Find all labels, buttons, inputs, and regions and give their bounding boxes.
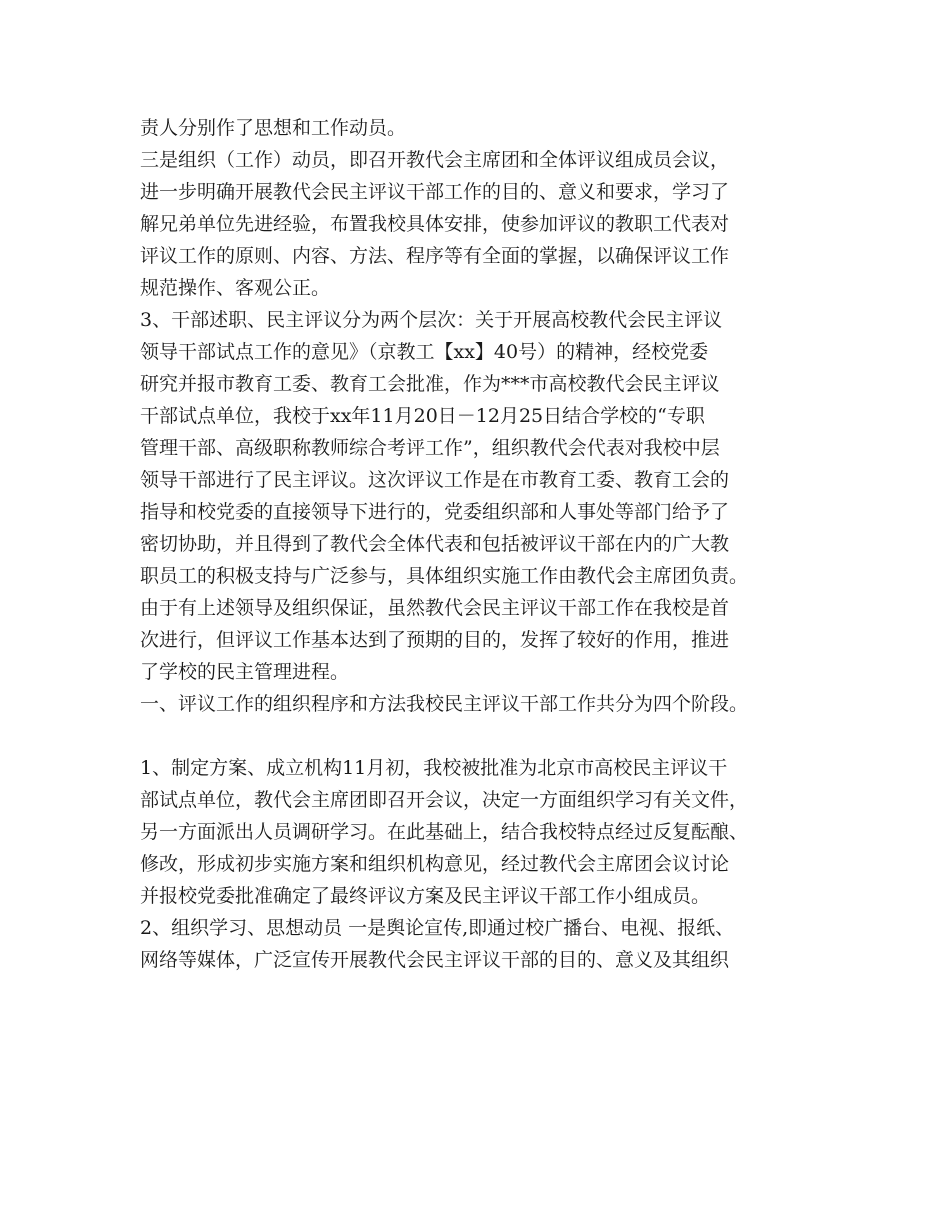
text-line: 另一方面派出人员调研学习。在此基础上，结合我校特点经过反复酝酿、	[140, 821, 749, 843]
text-line: 并报校党委批准确定了最终评议方案及民主评议干部工作小组成员。	[140, 885, 711, 907]
text-line: 领导干部进行了民主评议。这次评议工作是在市教育工委、教育工会的	[140, 469, 730, 491]
text-line: 进一步明确开展教代会民主评议干部工作的目的、意义和要求，学习了	[140, 181, 730, 203]
blank-line	[140, 720, 840, 752]
text-line: 职员工的积极支持与广泛参与，具体组织实施工作由教代会主席团负责。	[140, 565, 749, 587]
text-line: 3、干部述职、民主评议分为两个层次：关于开展高校教代会民主评议	[140, 309, 723, 331]
text-line: 密切协助，并且得到了教代会全体代表和包括被评议干部在内的广大教	[140, 533, 730, 555]
text-line: 2、组织学习、思想动员 一是舆论宣传,即通过校广播台、电视、报纸、	[140, 917, 735, 939]
text-line: 规范操作、客观公正。	[140, 277, 331, 299]
text-line: 解兄弟单位先进经验，布置我校具体安排，使参加评议的教职工代表对	[140, 213, 730, 235]
text-line: 指导和校党委的直接领导下进行的，党委组织部和人事处等部门给予了	[140, 501, 730, 523]
text-line: 网络等媒体，广泛宣传开展教代会民主评议干部的目的、意义及其组织	[140, 949, 730, 971]
text-line: 1、制定方案、成立机构11月初，我校被批准为北京市高校民主评议干	[140, 757, 728, 779]
text-line: 了学校的民主管理进程。	[140, 661, 350, 683]
text-line: 评议工作的原则、内容、方法、程序等有全面的掌握，以确保评议工作	[140, 245, 730, 267]
text-line: 研究并报市教育工委、教育工会批准，作为***市高校教代会民主评议	[140, 373, 720, 395]
document-body	[140, 112, 840, 976]
text-line: 一、评议工作的组织程序和方法我校民主评议干部工作共分为四个阶段。	[140, 693, 749, 715]
text-line: 次进行，但评议工作基本达到了预期的目的，发挥了较好的作用，推进	[140, 629, 730, 651]
text-line: 干部试点单位，我校于xx年11月20日－12月25日结合学校的“专职	[140, 405, 705, 427]
text-line: 责人分别作了思想和工作动员。	[140, 117, 407, 139]
text-line: 管理干部、高级职称教师综合考评工作”，组织教代会代表对我校中层	[140, 437, 720, 459]
text-line: 修改，形成初步实施方案和组织机构意见，经过教代会主席团会议讨论	[140, 853, 730, 875]
text-line: 部试点单位，教代会主席团即召开会议，决定一方面组织学习有关文件，	[140, 789, 749, 811]
text-line: 三是组织（工作）动员，即召开教代会主席团和全体评议组成员会议，	[140, 149, 730, 171]
text-line: 领导干部试点工作的意见》（京教工【xx】40号）的精神，经校党委	[140, 341, 709, 363]
text-line: 由于有上述领导及组织保证，虽然教代会民主评议干部工作在我校是首	[140, 597, 730, 619]
